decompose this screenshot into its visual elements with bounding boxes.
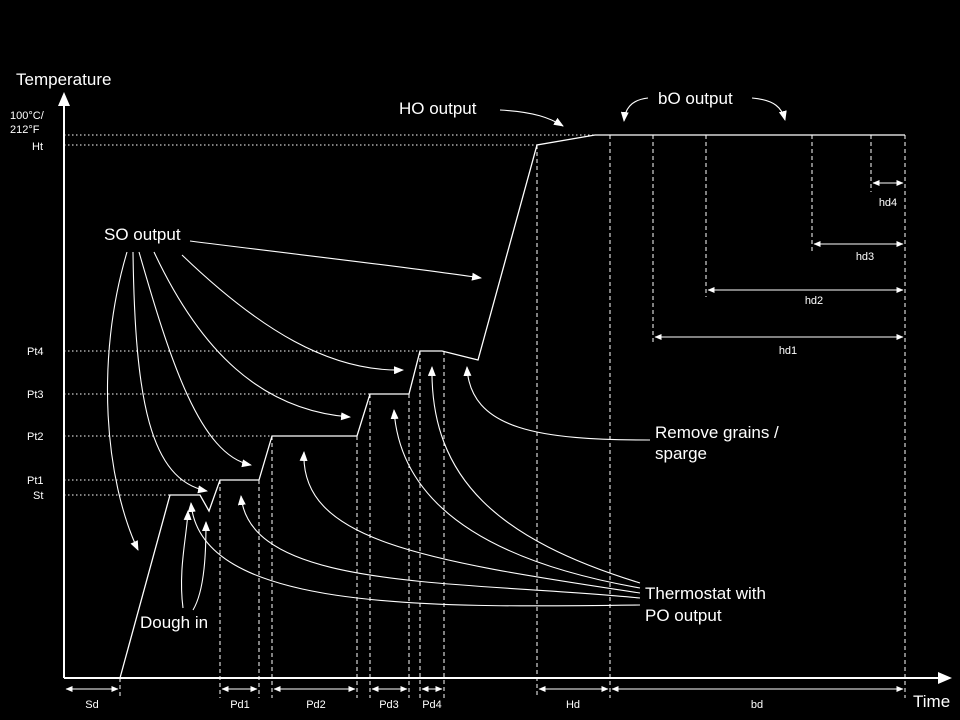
remove-grains-arrow (467, 367, 650, 440)
thermostat-arrow-pt4-rest (432, 367, 640, 583)
thermostat-arrow-strike-rest (191, 503, 640, 606)
x-axis-title: Time (913, 692, 951, 711)
y-axis-title: Temperature (16, 70, 112, 89)
thermostat-arrow-pt3-rest (394, 410, 640, 588)
so-arrow-to-pt4-ramp (182, 255, 403, 370)
thermostat-label-line2: PO output (645, 606, 722, 625)
y-axis-arrowhead (58, 92, 70, 106)
remove-grains-label-line1: Remove grains / (655, 423, 779, 442)
so-arrow-to-heat-ramp (190, 241, 481, 278)
label-pd3: Pd3 (379, 699, 399, 711)
so-arrow-to-strike-ramp (107, 252, 138, 550)
so-output-label: SO output (104, 225, 181, 244)
label-pd4: Pd4 (422, 699, 442, 711)
label-pd1: Pd1 (230, 699, 250, 711)
label-boil-c: 100°C/ (10, 110, 44, 122)
label-hd: Hd (565, 699, 581, 711)
bo-output-arrow-right (752, 98, 785, 120)
label-hd4: hd4 (878, 197, 898, 209)
thermostat-arrow-pt1-rest (241, 496, 640, 598)
label-st: St (33, 490, 44, 502)
label-pd2: Pd2 (306, 699, 326, 711)
so-arrow-to-pt1-ramp (133, 252, 207, 491)
so-arrow-to-pt3-ramp (154, 252, 350, 417)
label-pt1: Pt1 (27, 475, 44, 487)
thermostat-label-line1: Thermostat with (645, 584, 766, 603)
label-pt4: Pt4 (27, 346, 44, 358)
label-hd2: hd2 (804, 295, 824, 307)
label-pt2: Pt2 (27, 431, 44, 443)
label-boil-f: 212°F (10, 124, 40, 136)
label-pt3: Pt3 (27, 389, 44, 401)
dough-in-label: Dough in (140, 613, 209, 632)
label-hd1: hd1 (778, 345, 798, 357)
label-hd3: hd3 (855, 251, 875, 263)
dough-in-arrow-right (193, 522, 206, 610)
ho-output-label: HO output (399, 99, 477, 118)
label-sd: Sd (85, 699, 99, 711)
so-arrow-to-pt2-ramp (139, 252, 251, 465)
bo-output-arrow-left (624, 98, 648, 121)
temperature-profile-line (120, 135, 905, 678)
label-ht: Ht (32, 141, 43, 153)
ho-output-arrow (500, 110, 563, 126)
label-bd: bd (750, 699, 764, 711)
x-axis-arrowhead (938, 672, 952, 684)
bo-output-label: bO output (658, 89, 733, 108)
dough-in-arrow-left (181, 511, 188, 608)
remove-grains-label-line2: sparge (655, 444, 707, 463)
